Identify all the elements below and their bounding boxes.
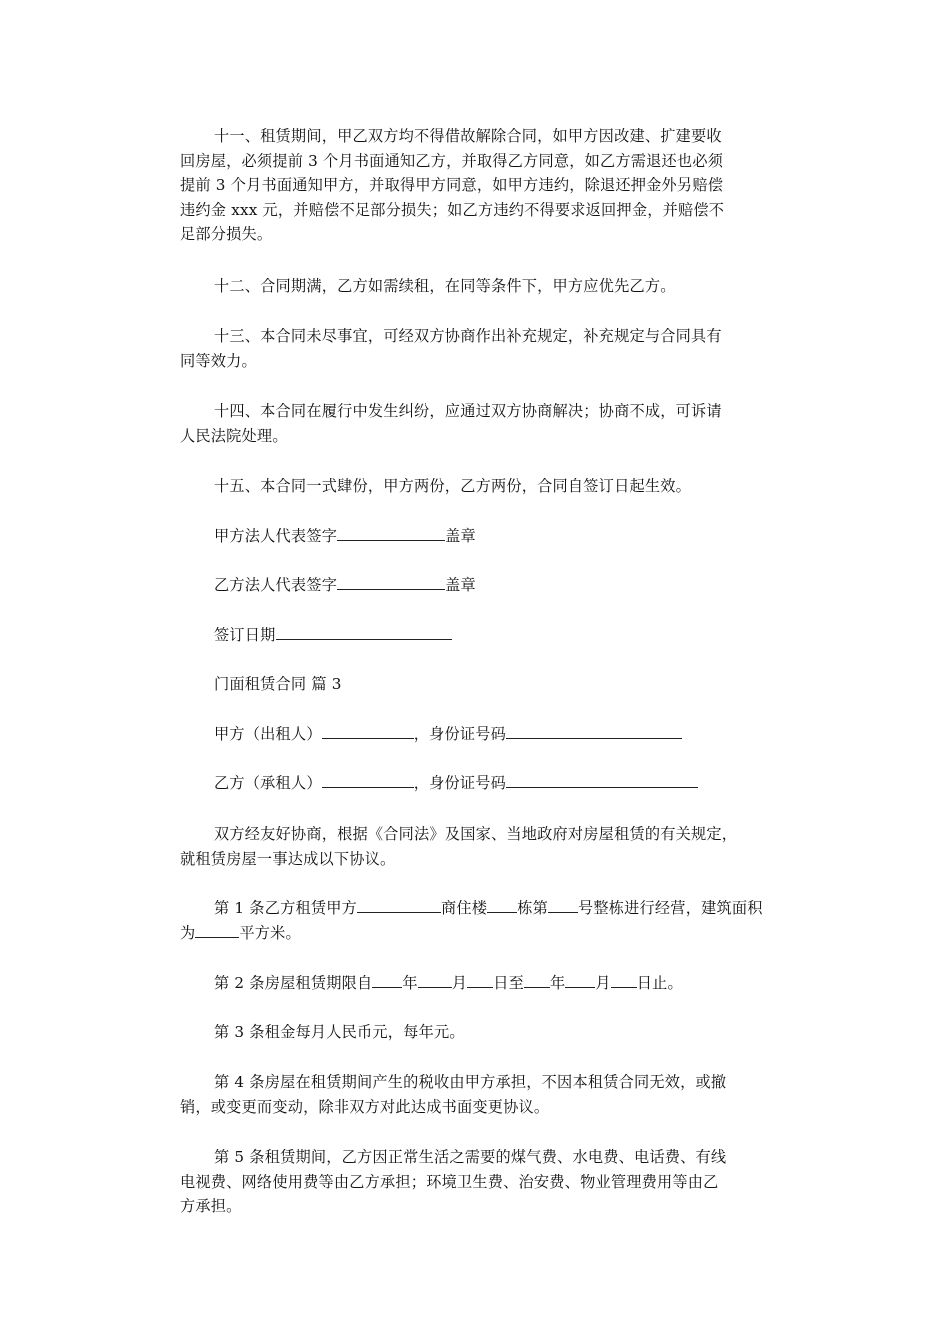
intro-paragraph [180,822,780,871]
lessor-id-label: ，身份证号码 [413,725,507,743]
article5-line: 电视费、网络使用费等由乙方承担；环境卫生费、治安费、物业管理费用等由乙 [180,1172,719,1191]
clause-line: 足部分损失。 [180,225,273,243]
article1-area-blank[interactable] [195,923,239,938]
lessor-id-blank[interactable] [506,724,682,739]
section-title [180,672,780,697]
lessee-id-blank[interactable] [506,773,698,788]
signature-party-a [180,524,780,549]
article-5 [180,1145,780,1219]
party-a-signature-label: 甲方法人代表签字 [214,527,338,545]
article-1 [180,896,780,945]
lessor-name-blank[interactable] [322,724,414,739]
article2-text: 日止。 [636,974,683,992]
party-b-signature-blank[interactable] [337,575,445,590]
clause-line: 十一、租赁期间，甲乙双方均不得借故解除合同，如甲方因改建、扩建要收 [214,127,722,145]
article2-text: 月 [595,974,611,992]
article1-text: 栋第 [517,899,548,917]
sign-date-label: 签订日期 [214,626,276,644]
article2-text: 日至 [493,974,524,992]
article3-text: 第 3 条租金每月人民币元，每年元。 [214,1023,465,1041]
party-b-seal-label: 盖章 [445,576,476,594]
clause-line: 同等效力。 [180,351,257,370]
article1-number-blank[interactable] [548,898,578,913]
lessee-label: 乙方（承租人） [214,774,322,792]
article2-end-day-blank[interactable] [611,973,637,988]
clause-line: 十二、合同期满，乙方如需续租，在同等条件下，甲方应优先乙方。 [214,277,676,295]
intro-line: 双方经友好协商，根据《合同法》及国家、当地政府对房屋租赁的有关规定， [214,825,738,843]
article4-line: 销，或变更而变动，除非双方对此达成书面变更协议。 [180,1097,550,1116]
clause-13 [180,324,780,373]
signature-date [180,623,780,648]
article2-start-month-blank[interactable] [418,973,452,988]
article2-text: 月 [451,974,468,992]
clause-12 [180,274,780,299]
intro-line: 就租赁房屋一事达成以下协议。 [180,849,396,868]
clause-15 [180,474,780,499]
clause-line: 十四、本合同在履行中发生纠纷，应通过双方协商解决；协商不成，可诉请 [214,402,722,420]
article2-start-year-blank[interactable] [372,973,402,988]
clause-line: 人民法院处理。 [180,426,288,445]
article4-line: 第 4 条房屋在租赁期间产生的税收由甲方承担，不因本租赁合同无效，或撤 [214,1073,727,1091]
clause-line: 回房屋，必须提前 3 个月书面通知乙方，并取得乙方同意，如乙方需退还也必须 [180,151,724,170]
sign-date-blank[interactable] [276,625,452,640]
article2-text: 年 [402,974,418,992]
article2-end-month-blank[interactable] [565,973,595,988]
party-b-signature-label: 乙方法人代表签字 [214,576,338,594]
party-a-seal-label: 盖章 [445,527,476,545]
clause-line: 违约金 xxx 元，并赔偿不足部分损失；如乙方违约不得要求返回押金，并赔偿不 [180,200,725,219]
article-2 [180,971,780,996]
party-lessee [180,771,780,796]
clause-11 [180,124,780,247]
article1-text: 商住楼 [441,899,488,917]
article-4 [180,1070,780,1119]
article2-end-year-blank[interactable] [524,973,550,988]
article1-tenant-blank[interactable] [357,898,441,913]
lessor-label: 甲方（出租人） [214,725,322,743]
article5-line: 方承担。 [180,1197,242,1215]
clause-line: 十五、本合同一式肆份，甲方两份，乙方两份，合同自签订日起生效。 [214,477,692,495]
clause-line: 十三、本合同未尽事宜，可经双方协商作出补充规定，补充规定与合同具有 [214,327,722,345]
article1-text: 平方米。 [239,923,301,942]
section-title-text: 门面租赁合同 篇 3 [214,675,342,693]
article-3 [180,1020,780,1045]
article5-line: 第 5 条租赁期间，乙方因正常生活之需要的煤气费、水电费、电话费、有线 [214,1148,727,1166]
clause-line: 提前 3 个月书面通知甲方，并取得甲方同意，如甲方违约，除退还押金外另赔偿 [180,176,724,194]
lessee-id-label: ，身份证号码 [413,774,507,792]
party-lessor [180,722,780,747]
clause-14 [180,399,780,448]
article1-text: 号整栋进行经营，建筑面积 [577,899,763,917]
party-a-signature-blank[interactable] [337,526,445,541]
article1-text: 第 1 条乙方租赁甲方 [214,899,358,917]
article2-text: 年 [549,974,566,992]
lessee-name-blank[interactable] [322,773,414,788]
signature-party-b [180,573,780,598]
article1-building-blank[interactable] [487,898,517,913]
article2-text: 第 2 条房屋租赁期限自 [214,974,373,992]
article1-text: 为 [180,923,196,942]
article2-start-day-blank[interactable] [467,973,493,988]
